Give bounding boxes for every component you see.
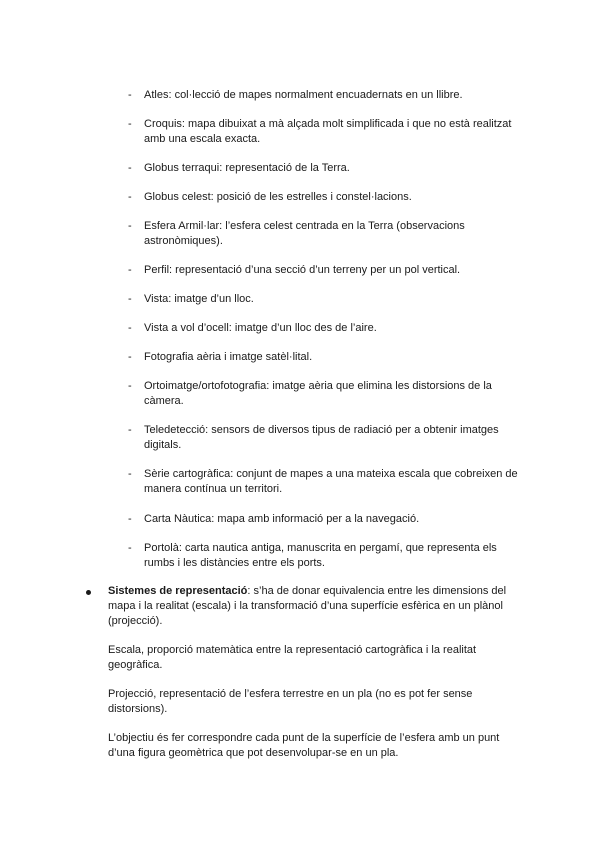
list-item-text: Esfera Armil·lar: l’esfera celest centrada en la Terra (observacions astronòmiques). (144, 220, 465, 247)
list-item-text: Portolà: carta nautica antiga, manuscrita en pergamí, que representa els rumbs i les distàncies entre els ports. (144, 542, 497, 569)
paragraph: L’objectiu és fer correspondre cada punt de la superfície de l’esfera amb un punt d’una figura geomètrica que pot desenvolupar-se en un pla. (108, 732, 500, 759)
list-item-text: Globus terraqui: representació de la Terra. (144, 162, 350, 174)
section-intro (108, 584, 526, 629)
list-item-text: Teledetecció: sensors de diversos tipus de radiació per a obtenir imatges digitals. (144, 424, 499, 451)
dash-marker: - (128, 322, 132, 334)
dash-marker: - (128, 264, 132, 276)
list-item-text: Vista a vol d’ocell: imatge d’un lloc des de l’aire. (144, 322, 377, 334)
dash-marker: - (128, 89, 132, 101)
list-item-text: Ortoimatge/ortofotografia: imatge aèria que elimina les distorsions de la càmera. (144, 380, 492, 407)
list-item-text: Atles: col·lecció de mapes normalment encuadernats en un llibre. (144, 89, 463, 101)
dash-marker: - (128, 162, 132, 174)
dash-marker: - (128, 351, 132, 363)
paragraph: Escala, proporció matemàtica entre la representació cartogràfica i la realitat geogràfica. (108, 644, 477, 671)
list-item-text: Vista: imatge d’un lloc. (144, 293, 254, 305)
dash-marker: - (128, 118, 132, 130)
dash-marker: - (128, 380, 132, 392)
bullet-icon (86, 590, 91, 595)
paragraph: Projecció, representació de l’esfera terrestre en un pla (no es pot fer sense distorsions). (108, 688, 473, 715)
dash-marker: - (128, 542, 132, 554)
dash-marker: - (128, 191, 132, 203)
dash-marker: - (128, 468, 132, 480)
list-item-text: Carta Nàutica: mapa amb informació per a la navegació. (144, 513, 420, 525)
section-heading-rest: : s’ha de donar equivalencia entre les dimensions del mapa i la realitat (escala) i la transformació d’una superfície esfèrica en un plànol (projecció). (108, 585, 507, 627)
dash-marker: - (128, 293, 132, 305)
list-item-text: Sèrie cartogràfica: conjunt de mapes a una mateixa escala que cobreixen de manera contínua un territori. (144, 468, 518, 495)
list-item-text: Croquis: mapa dibuixat a mà alçada molt simplificada i que no està realitzat amb una escala exacta. (144, 118, 512, 145)
list-item-text: Globus celest: posició de les estrelles i constel·lacions. (144, 191, 412, 203)
list-item-text: Perfil: representació d’una secció d’un terreny per un pol vertical. (144, 264, 461, 276)
dash-marker: - (128, 424, 132, 436)
section-heading: Sistemes de representació (108, 585, 248, 597)
dash-marker: - (128, 220, 132, 232)
dash-marker: - (128, 513, 132, 525)
list-item-text: Fotografia aèria i imatge satèl·lital. (144, 351, 313, 363)
